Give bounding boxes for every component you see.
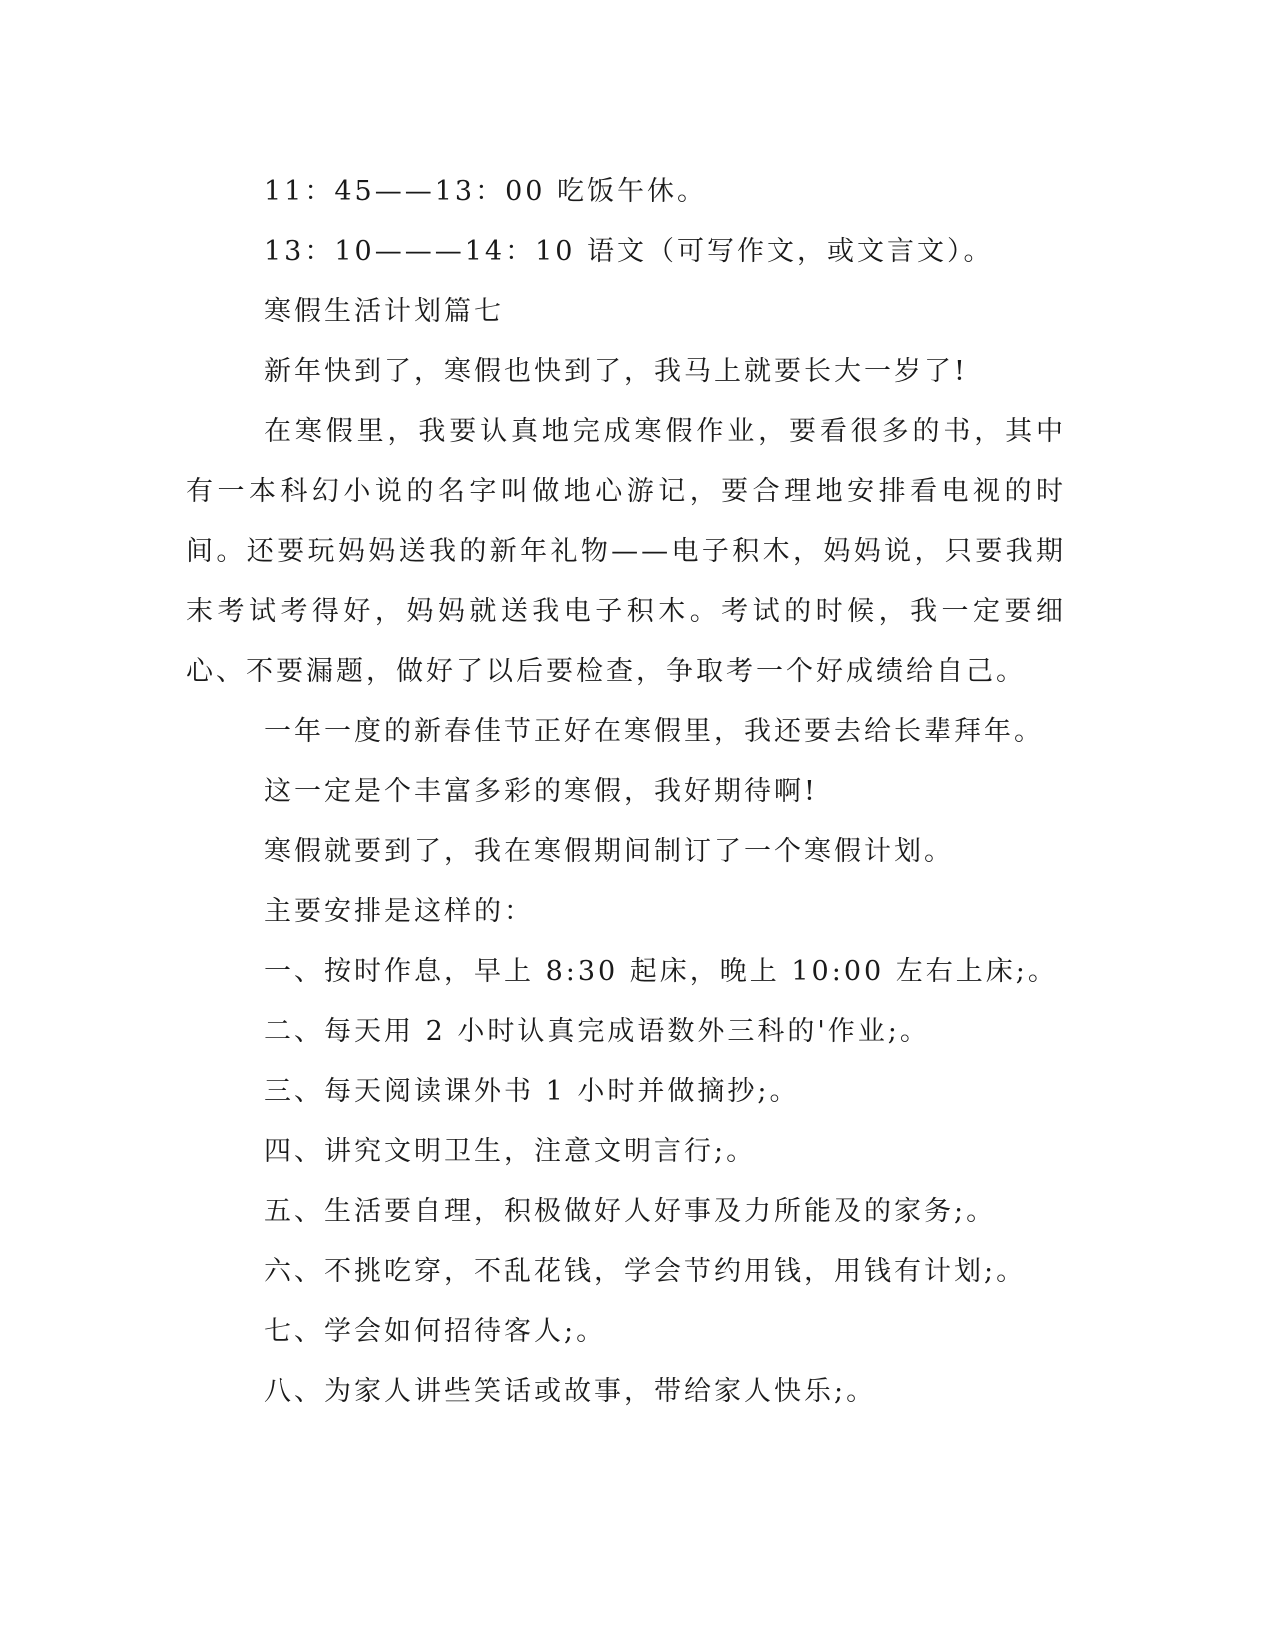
- plan-item-6: 六、不挑吃穿，不乱花钱，学会节约用钱，用钱有计划;。: [264, 1256, 1027, 1287]
- plan-item-3: 三、每天阅读课外书 1 小时并做摘抄;。: [264, 1076, 800, 1107]
- plan-item-4: 四、讲究文明卫生，注意文明言行;。: [264, 1136, 757, 1167]
- plan-item-5: 五、生活要自理，积极做好人好事及力所能及的家务;。: [264, 1196, 997, 1227]
- document-body: [186, 162, 1066, 1422]
- schedule-line-lunch: 11：45——13：00 吃饭午休。: [264, 176, 708, 207]
- plan-item-8: 八、为家人讲些笑话或故事，带给家人快乐;。: [264, 1376, 877, 1407]
- text-line: 寒假就要到了，我在寒假期间制订了一个寒假计划。: [264, 836, 954, 867]
- text-line: 这一定是个丰富多彩的寒假，我好期待啊!: [264, 776, 818, 807]
- plan-item-1: 一、按时作息，早上 8:30 起床，晚上 10:00 左右上床;。: [264, 956, 1058, 987]
- text-line: 主要安排是这样的：: [264, 896, 534, 927]
- plan-item-7: 七、学会如何招待客人;。: [264, 1316, 607, 1347]
- intro-line: 新年快到了，寒假也快到了，我马上就要长大一岁了!: [264, 356, 968, 387]
- section-heading: 寒假生活计划篇七: [264, 296, 504, 327]
- body-paragraph: 在寒假里，我要认真地完成寒假作业，要看很多的书，其中有一本科幻小说的名字叫做地心游记，要合理地安排看电视的时间。还要玩妈妈送我的新年礼物——电子积木，妈妈说，只要我期末考试考得好，妈妈就送我电子积木。考试的时候，我一定要细心、不要漏题，做好了以后要检查，争取考一个好成绩给自己。: [186, 416, 1066, 687]
- schedule-line-chinese: 13：10———14：10 语文（可写作文，或文言文）。: [264, 236, 994, 267]
- plan-item-2: 二、每天用 2 小时认真完成语数外三科的'作业;。: [264, 1016, 930, 1047]
- text-line: 一年一度的新春佳节正好在寒假里，我还要去给长辈拜年。: [264, 716, 1044, 747]
